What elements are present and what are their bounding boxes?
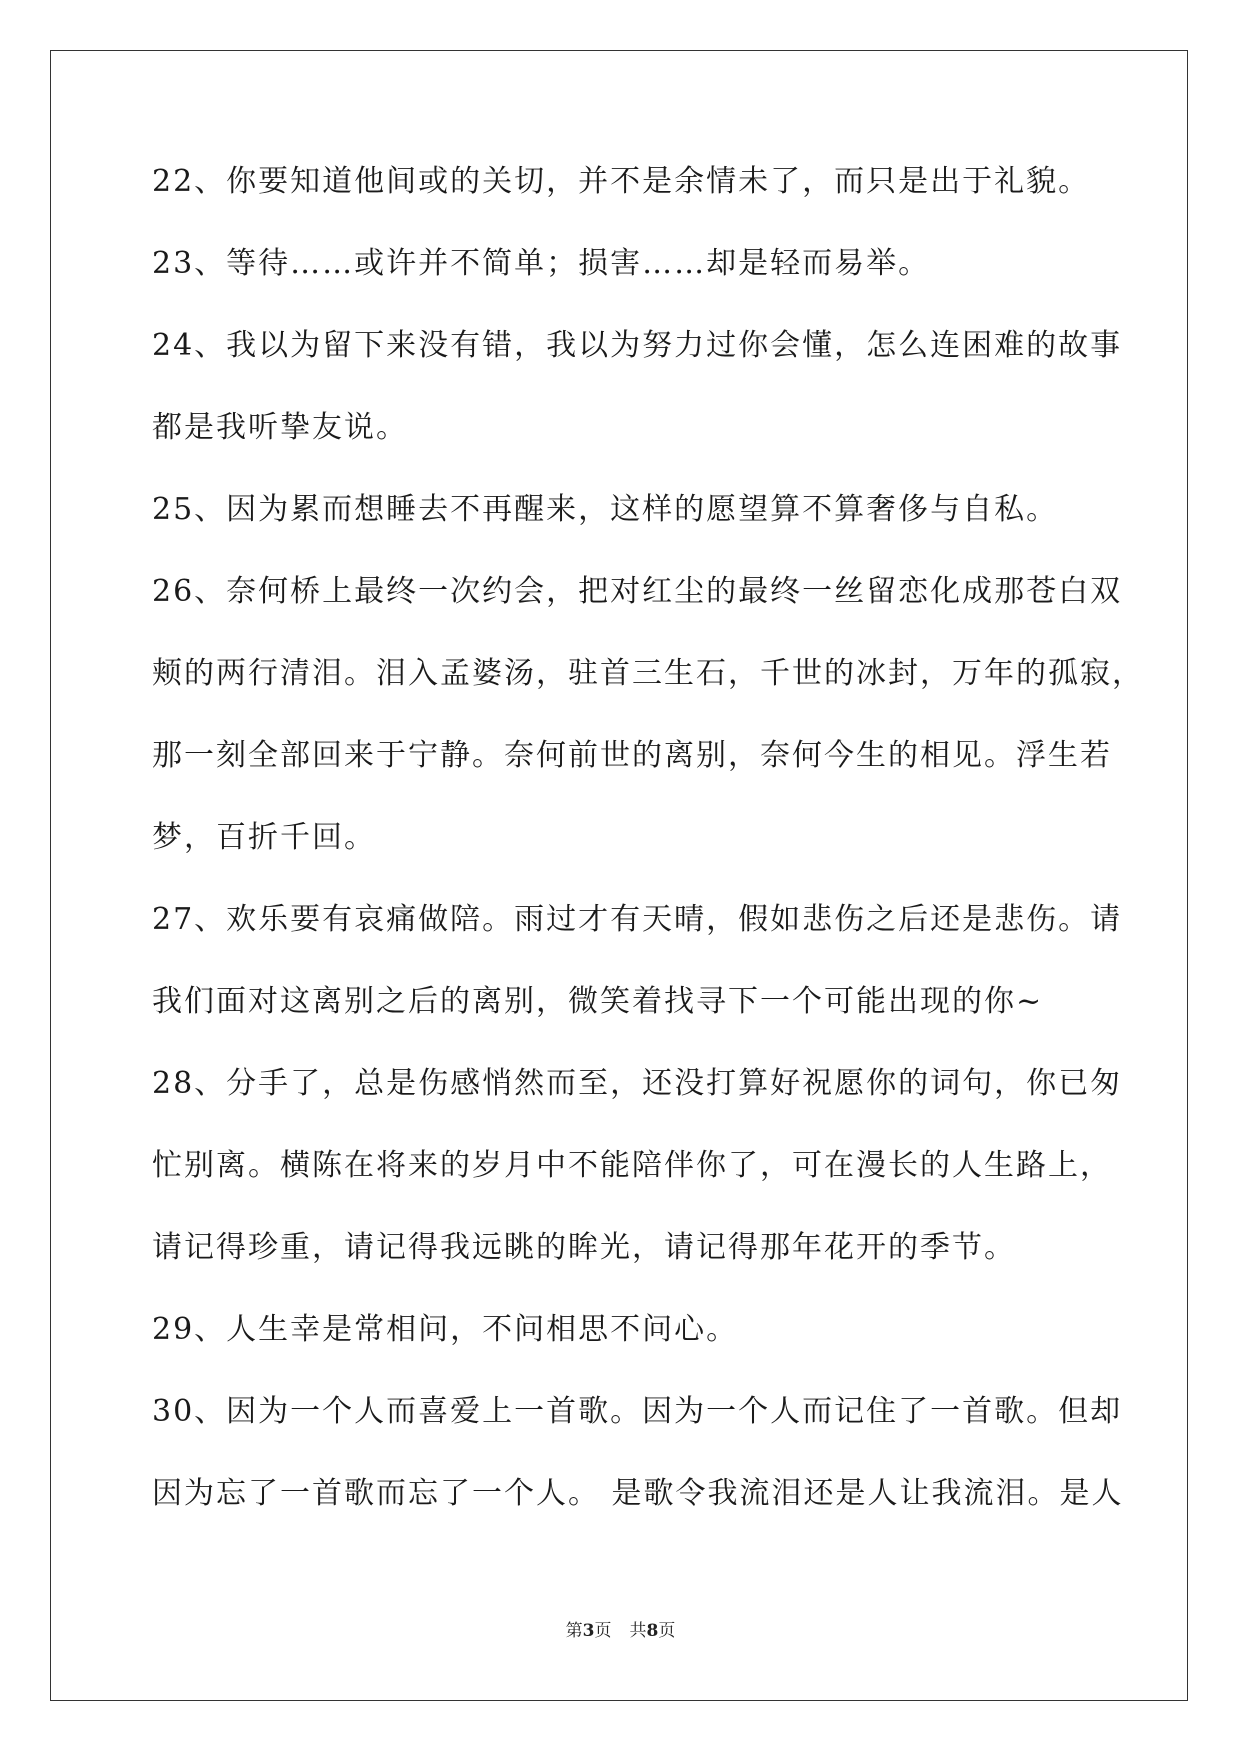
text-line: 请记得珍重，请记得我远眺的眸光，请记得那年花开的季节。 [152, 1230, 1016, 1265]
total-page-count: 8 [646, 1621, 659, 1641]
page-footer [0, 1620, 1241, 1642]
text-line: 27、欢乐要有哀痛做陪。雨过才有天晴，假如悲伤之后还是悲伤。请 [152, 902, 1123, 937]
text-line: 都是我听挚友说。 [152, 410, 408, 445]
text-line: 24、我以为留下来没有错，我以为努力过你会懂，怎么连困难的故事 [152, 328, 1123, 363]
text-line: 忙别离。横陈在将来的岁月中不能陪伴你了，可在漫长的人生路上， [152, 1148, 1112, 1183]
page-prefix: 第 [565, 1621, 583, 1641]
text-line: 26、奈何桥上最终一次约会，把对红尘的最终一丝留恋化成那苍白双 [152, 574, 1123, 609]
text-line: 梦，百折千回。 [152, 820, 376, 855]
text-line: 30、因为一个人而喜爱上一首歌。因为一个人而记住了一首歌。但却 [152, 1394, 1123, 1429]
text-line: 25、因为累而想睡去不再醒来，这样的愿望算不算奢侈与自私。 [152, 492, 1059, 527]
text-line: 28、分手了，总是伤感悄然而至，还没打算好祝愿你的词句，你已匆 [152, 1066, 1123, 1101]
text-line: 23、等待……或许并不简单；损害……却是轻而易举。 [152, 246, 931, 281]
current-page-number: 3 [582, 1621, 595, 1641]
page-suffix: 页 [594, 1621, 612, 1641]
text-line: 29、人生幸是常相问，不问相思不问心。 [152, 1312, 739, 1347]
text-line: 我们面对这离别之后的离别，微笑着找寻下一个可能出现的你~ [152, 984, 1044, 1019]
total-prefix: 共 [629, 1621, 647, 1641]
text-line: 那一刻全部回来于宁静。奈何前世的离别，奈何今生的相见。浮生若 [152, 738, 1112, 773]
text-line: 22、你要知道他间或的关切，并不是余情未了，而只是出于礼貌。 [152, 164, 1091, 199]
text-line: 因为忘了一首歌而忘了一个人。 是歌令我流泪还是人让我流泪。是人 [152, 1476, 1124, 1511]
text-line: 颊的两行清泪。泪入孟婆汤，驻首三生石，千世的冰封，万年的孤寂， [152, 656, 1144, 691]
total-suffix: 页 [658, 1621, 676, 1641]
document-body [152, 162, 1144, 1556]
